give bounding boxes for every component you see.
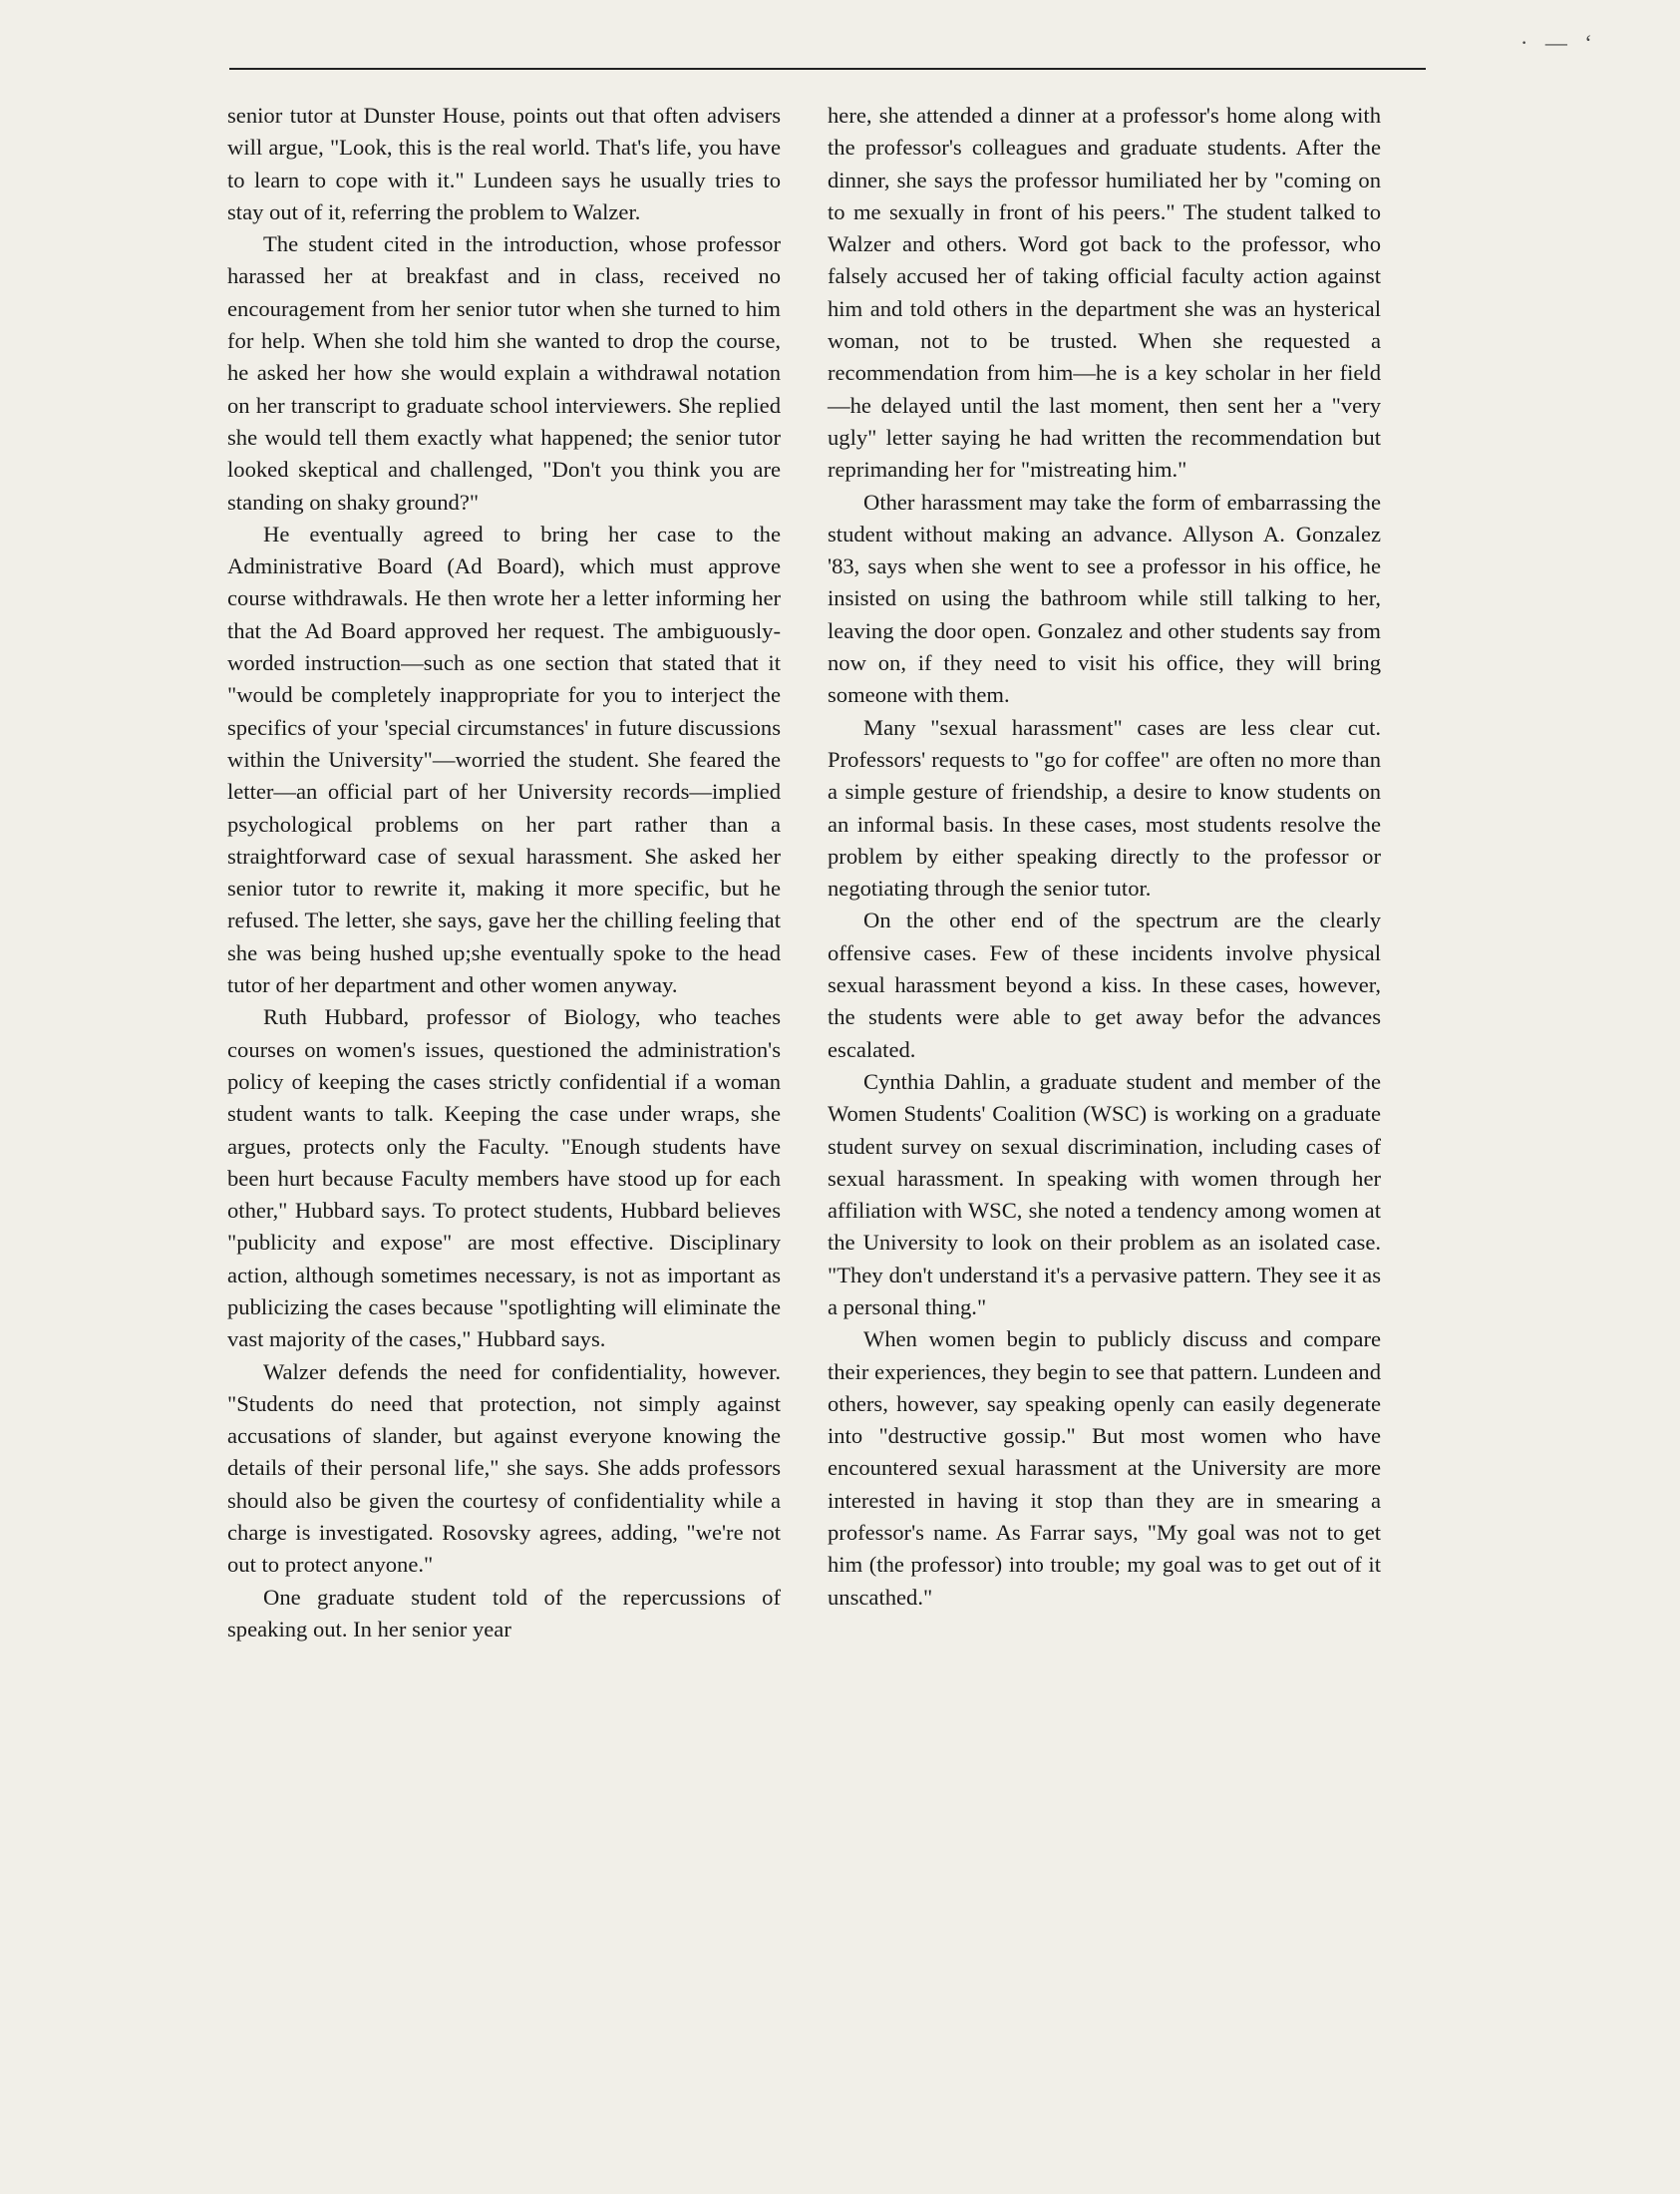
paragraph: Other harassment may take the form of embarrassing the student without making an advance. Allyson A. Gonzalez '83, says when she went to see a professor in his office, he insisted on using the bathroom while still talking to her, leaving the door open. Gonzalez and other students say from now on, if they need to visit his office, they will bring someone with them.	[828, 489, 1381, 708]
paragraph: senior tutor at Dunster House, points out that often advisers will argue, "Look, this is the real world. That's life, you have to learn to cope with it." Lundeen says he usually tries to stay out of it, referring the problem to Walzer.	[227, 103, 781, 224]
paragraph: Cynthia Dahlin, a graduate student and member of the Women Students' Coalition (WSC) is working on a graduate student survey on sexual discrimination, including cases of sexual harassment. In speaking with women through her affiliation with WSC, she noted a tendency among women at the University to look on their problem as an isolated case. "They don't understand it's a pervasive pattern. They see it as a personal thing."	[828, 1068, 1381, 1319]
article-column-left	[227, 100, 781, 1646]
header-rule	[229, 68, 1426, 70]
paragraph: here, she attended a dinner at a professor's home along with the professor's colleagues and graduate students. After the dinner, she says the professor humiliated her by "coming on to me sexually in front of his peers." The student talked to Walzer and others. Word got back to the professor, who falsely accused her of taking official faculty action against him and told others in the department she was an hysterical woman, not to be trusted. When she requested a recommendation from him—he is a key scholar in her field—he delayed until the last moment, then sent her a "very ugly" letter saying he had written the recommendation but reprimanding her for "mistreating him."	[828, 103, 1381, 483]
paragraph: One graduate student told of the repercussions of speaking out. In her senior year	[227, 1584, 781, 1642]
paragraph: Ruth Hubbard, professor of Biology, who teaches courses on women's issues, questioned the administration's policy of keeping the cases strictly confidential if a woman student wants to talk. Keeping the case under wraps, she argues, protects only the Faculty. "Enough students have been hurt because Faculty members have stood up for each other," Hubbard says. To protect students, Hubbard believes "publicity and expose" are most effective. Disciplinary action, although sometimes necessary, is not as important as publicizing the cases because "spotlighting will eliminate the vast majority of the cases," Hubbard says.	[227, 1004, 781, 1352]
article-column-right	[828, 100, 1381, 1614]
paragraph: He eventually agreed to bring her case to the Administrative Board (Ad Board), which must approve course withdrawals. He then wrote her a letter informing her that the Ad Board approved her request. The ambiguously-worded instruction—such as one section that stated that it "would be completely inappropriate for you to interject the specifics of your 'special circumstances' in future discussions within the University"—worried the student. She feared the letter—an official part of her University records—implied psychological problems on her part rather than a straightforward case of sexual harassment. She asked her senior tutor to rewrite it, making it more specific, but he refused. The letter, she says, gave her the chilling feeling that she was being hushed up;she eventually spoke to the head tutor of her department and other women anyway.	[227, 521, 781, 998]
paragraph: Many "sexual harassment" cases are less clear cut. Professors' requests to "go for coffee" are often no more than a simple gesture of friendship, a desire to know students on an informal basis. In these cases, most students resolve the problem by either speaking directly to the professor or negotiating through the senior tutor.	[828, 714, 1381, 902]
paragraph: The student cited in the introduction, whose professor harassed her at breakfast and in class, received no encouragement from her senior tutor when she turned to him for help. When she told him she wanted to drop the course, he asked her how she would explain a withdrawal notation on her transcript to graduate school interviewers. She replied she would tell them exactly what happened; the senior tutor looked skeptical and challenged, "Don't you think you are standing on shaky ground?"	[227, 231, 781, 515]
paragraph: On the other end of the spectrum are the clearly offensive cases. Few of these incidents involve physical sexual harassment beyond a kiss. In these cases, however, the students were able to get away befor the advances escalated.	[828, 908, 1381, 1062]
paragraph: Walzer defends the need for confidentiality, however. "Students do need that protection, not simply against accusations of slander, but against everyone knowing the details of their personal life," she says. She adds professors should also be given the courtesy of confidentiality while a charge is investigated. Rosovsky agrees, adding, "we're not out to protect anyone."	[227, 1358, 781, 1578]
corner-marks: · — ʻ	[1520, 30, 1598, 55]
paragraph: When women begin to publicly discuss and compare their experiences, they begin to see that pattern. Lundeen and others, however, say speaking openly can easily degenerate into "destructive gossip." But most women who have encountered sexual harassment at the University are more interested in having it stop than they are in smearing a professor's name. As Farrar says, "My goal was not to get him (the professor) into trouble; my goal was to get out of it unscathed."	[828, 1326, 1381, 1610]
